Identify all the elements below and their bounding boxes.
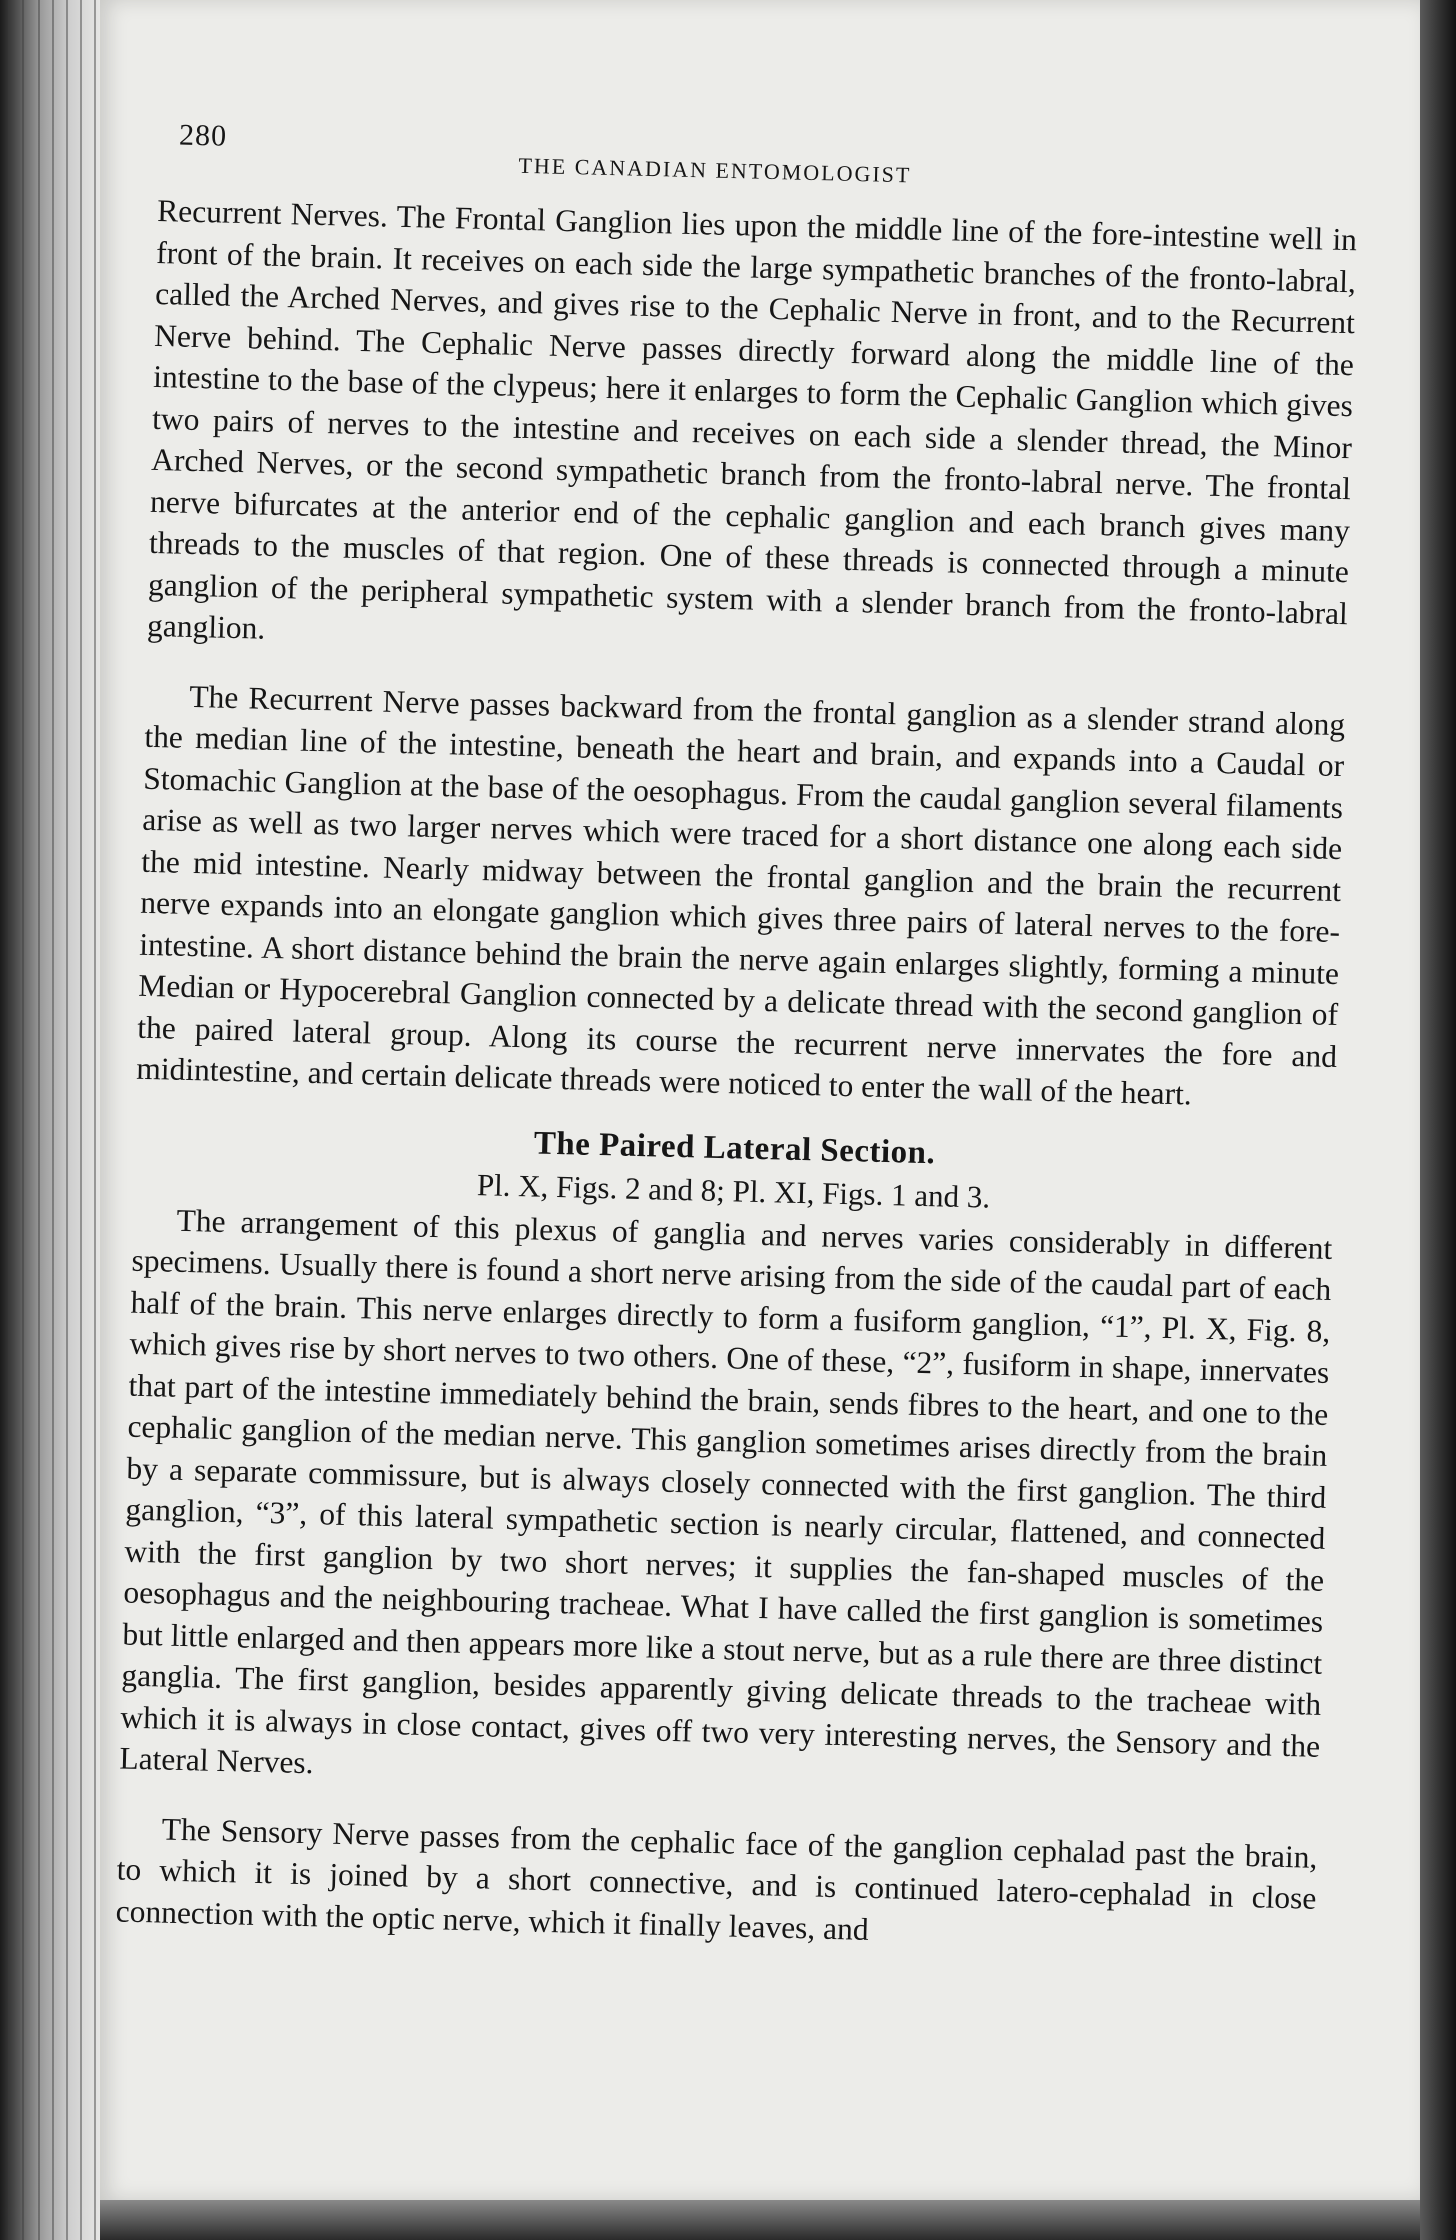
page-edge-line: [94, 0, 96, 2240]
section-heading: The Paired Lateral Section.: [533, 1124, 936, 1171]
paragraph: The arrangement of this plexus of ganglia and nerves varies considerably in different specimens. Usually there is found a short nerve arising from the side of the caudal part of each half of the brain. This nerve enlarges directly to form a fusiform ganglion, “1”, Pl. X, Fig. 8, which gives rise by short nerves to two others. One of these, “2”, fusiform in shape, innervates that part of the intestine immediately behind the brain, sends fibres to the heart, and one to the cephalic ganglion of the median nerve. This ganglion sometimes arises directly from the brain by a separate commissure, but is always closely connected with the first ganglion. The third ganglion, “3”, of this lateral sympathetic section is nearly circular, flattened, and connected with the first ganglion by two short nerves; it supplies the fan-shaped muscles of the oesophagus and the neighbouring tracheae. What I have called the first ganglion is sometimes but little enlarged and then appears more like a stout nerve, but as a rule there are three distinct ganglia. The first ganglion, besides apparently giving delicate threads to the tracheae with which it is always in close contact, gives off two very interesting nerves, the Sensory and the Lateral Nerves.: [119, 1202, 1333, 1781]
background-right: [1420, 0, 1456, 2240]
running-head: THE CANADIAN ENTOMOLOGIST: [518, 152, 912, 188]
page-content: [115, 100, 1359, 1961]
page-edge-line: [38, 0, 40, 2240]
page-edge-line: [80, 0, 82, 2240]
page-edge-line: [22, 0, 24, 2240]
background-bottom: [100, 2200, 1420, 2240]
paragraph: Recurrent Nerves. The Frontal Ganglion lies upon the middle line of the fore-intestine well in front of the brain. It receives on each side the large sympathetic branches of the fronto-labral, called the Arched Nerves, and gives rise to the Cephalic Nerve in front, and to the Recurrent Nerve behind. The Cephalic Nerve passes directly forward along the middle line of the intestine to the base of the clypeus; here it enlarges to form the Cephalic Ganglion which gives two pairs of nerves to the intestine and receives on each side a slender thread, the Minor Arched Nerves, or the second sympathetic branch from the fronto-labral nerve. The frontal nerve bifurcates at the anterior end of the cephalic ganglion and each branch gives many threads to the muscles of that region. One of these threads is connected through a minute ganglion of the peripheral sympathetic system with a slender branch from the fronto-labral ganglion.: [146, 192, 1358, 646]
page-edge-line: [52, 0, 54, 2240]
page-edge-line: [8, 0, 10, 2240]
paragraph: The Sensory Nerve passes from the cephalic face of the ganglion cephalad past the brain, to which it is joined by a short connective, and is continued latero-cephalad in close connection with the optic nerve, which it finally leaves, and: [115, 1811, 1318, 1947]
page-edge-line: [66, 0, 68, 2240]
figure-reference: Pl. X, Figs. 2 and 8; Pl. XI, Figs. 1 and 3.: [476, 1166, 991, 1215]
page-number: 280: [178, 118, 228, 153]
paragraph: The Recurrent Nerve passes backward from the frontal ganglion as a slender strand along the median line of the intestine, beneath the heart and brain, and expands into a Caudal or Stomachic Ganglion at the base of the oesophagus. From the caudal ganglion several filaments arise as well as two larger nerves which were traced for a short distance one along each side the mid intestine. Nearly midway between the frontal ganglion and the brain the recurrent nerve expands into an elongate ganglion which gives three pairs of lateral nerves to the fore-intestine. A short distance behind the brain the nerve again enlarges slightly, forming a minute Median or Hypocerebral Ganglion connected by a delicate thread with the second ganglion of the paired lateral group. Along its course the recurrent nerve innervates the fore and midintestine, and certain delicate threads were noticed to enter the wall of the heart.: [135, 678, 1346, 1112]
